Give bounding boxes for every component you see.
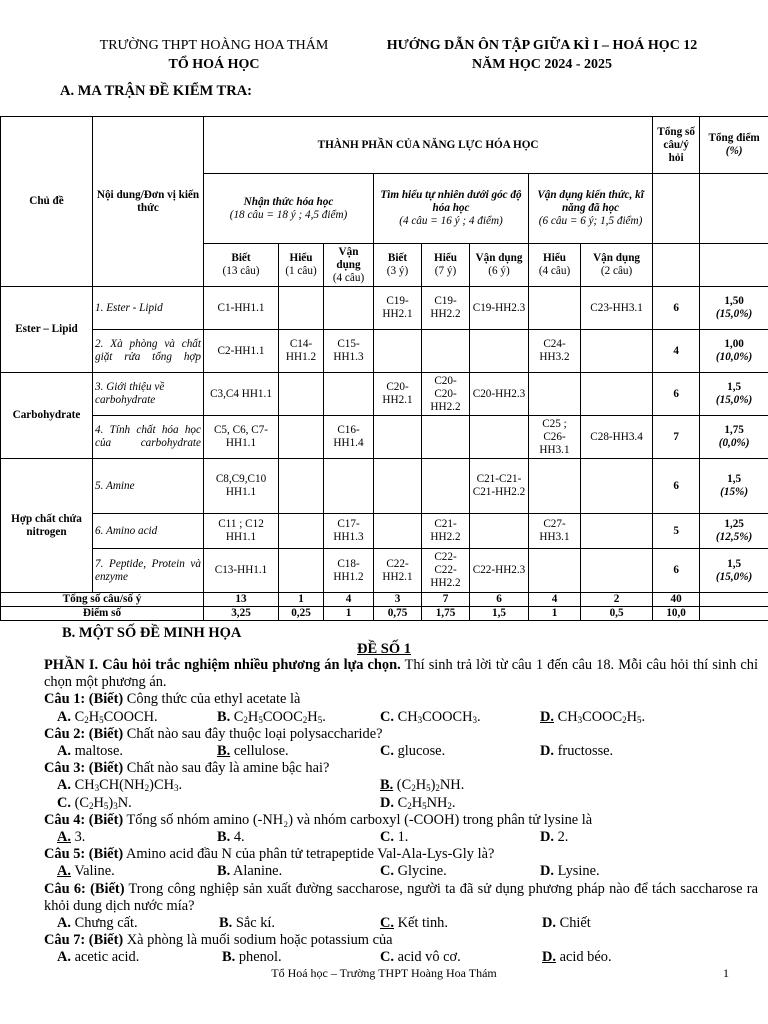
sum-cell: 2 <box>581 593 653 607</box>
cell: C3,C4 HH1.1 <box>204 373 279 416</box>
table-row <box>1 514 768 549</box>
group-nhan-thuc-title: Nhận thức hóa học <box>243 195 334 208</box>
cell: C21-HH2.2 <box>422 514 470 549</box>
cell: C20-HH2.3 <box>470 373 529 416</box>
cell <box>470 514 529 549</box>
score-total-cell: 0,75 <box>374 607 422 621</box>
tong-diem-pct: (%) <box>725 145 743 157</box>
cell <box>529 459 581 514</box>
group-tim-hieu <box>374 174 529 244</box>
cell: C18-HH1.2 <box>324 549 374 593</box>
sub-col: Biết (13 câu) <box>204 244 279 287</box>
department-name: TỔ HOÁ HỌC <box>168 57 260 72</box>
score-total-cell: 0,25 <box>279 607 324 621</box>
cell: C24-HH3.2 <box>529 330 581 373</box>
cell <box>279 549 324 593</box>
total-cell: 6 <box>653 287 700 330</box>
total-cell: 6 <box>653 373 700 416</box>
cell: C11 ; C12 HH1.1 <box>204 514 279 549</box>
cell <box>422 330 470 373</box>
school-name: TRƯỜNG THPT HOÀNG HOA THÁM <box>99 38 329 53</box>
section-a-heading: A. MA TRẬN ĐỀ KIỂM TRA: <box>60 83 253 99</box>
cell: C28-HH3.4 <box>581 416 653 459</box>
question-7: Câu 7: (Biết) Xà phòng là muối sodium hoặc potassium của <box>44 932 393 949</box>
empty-cell <box>653 244 700 287</box>
topic-cell: Hợp chất chứa nitrogen <box>1 459 93 593</box>
options-q6 <box>44 915 758 932</box>
options-q1 <box>44 709 758 726</box>
cell: C1-HH1.1 <box>204 287 279 330</box>
cell: C16-HH1.4 <box>324 416 374 459</box>
question-2: Câu 2: (Biết) Chất nào sau đây thuộc loại polysaccharide? <box>44 725 383 742</box>
sum-cell <box>700 593 768 607</box>
cell: C19-HH2.1 <box>374 287 422 330</box>
option-c: C. 1. <box>380 828 409 845</box>
option-a: A. Chưng cất. <box>57 914 138 931</box>
sum-cell: 1 <box>279 593 324 607</box>
option-b: B. phenol. <box>222 949 282 966</box>
score-total-cell <box>700 607 768 621</box>
cell <box>529 549 581 593</box>
table-row <box>1 373 768 416</box>
options-q7 <box>44 949 758 966</box>
cell <box>324 287 374 330</box>
table-row <box>1 459 768 514</box>
total-cell: 6 <box>653 549 700 593</box>
group-nhan-thuc <box>204 174 374 244</box>
header-chu-de: Chủ đề <box>1 117 93 287</box>
group-van-dung <box>529 174 653 244</box>
content-cell: 5. Amine <box>93 459 204 514</box>
cell: C23-HH3.1 <box>581 287 653 330</box>
header-tong-diem <box>700 117 768 174</box>
question-3: Câu 3: (Biết) Chất nào sau đây là amine bậc hai? <box>44 760 330 777</box>
cell: C19-HH2.3 <box>470 287 529 330</box>
school-year: NĂM HỌC 2024 - 2025 <box>472 57 612 72</box>
cell <box>374 459 422 514</box>
group-tim-hieu-sub: (4 câu = 16 ý ; 4 điểm) <box>399 215 503 227</box>
cell: C8,C9,C10 HH1.1 <box>204 459 279 514</box>
title-block <box>366 36 718 74</box>
cell: C25 ; C26-HH3.1 <box>529 416 581 459</box>
section-b-heading: B. MỘT SỐ ĐỀ MINH HỌA <box>62 625 242 641</box>
cell: C21-C21-C21-HH2.2 <box>470 459 529 514</box>
option-d: D. $CH_3COOC_2H_5$. <box>540 708 646 725</box>
score-total-cell: 1,75 <box>422 607 470 621</box>
empty-cell <box>700 244 768 287</box>
content-cell: 6. Amino acid <box>93 514 204 549</box>
option-a: A. $C_2H_5COOCH$. <box>57 708 158 725</box>
score-cell: 1,5 (15,0%) <box>700 549 768 593</box>
cell <box>374 514 422 549</box>
score-total-cell: 10,0 <box>653 607 700 621</box>
cell <box>529 373 581 416</box>
group-nhan-thuc-sub: (18 câu = 18 ý ; 4,5 điểm) <box>229 208 348 221</box>
option-a: A. maltose. <box>57 743 123 759</box>
content-cell: 1. Ester - Lipid <box>93 287 204 330</box>
score-cell: 1,50 (15,0%) <box>700 287 768 330</box>
option-b: B. Sắc kí. <box>219 914 275 931</box>
group-van-dung-sub: (6 câu = 6 ý; 1,5 điểm) <box>538 215 643 227</box>
score-cell: 1,00 (10,0%) <box>700 330 768 373</box>
cell <box>422 416 470 459</box>
options-q3-row1 <box>44 777 758 794</box>
score-row <box>1 607 768 621</box>
cell <box>581 549 653 593</box>
cell <box>374 330 422 373</box>
score-cell: 1,5 (15%) <box>700 459 768 514</box>
option-b: B. cellulose. <box>217 743 289 759</box>
header-thanh-phan: THÀNH PHẦN CỦA NĂNG LỰC HÓA HỌC <box>204 117 653 174</box>
option-c: C. Glycine. <box>380 863 447 880</box>
sub-col: Vận dụng (4 câu) <box>324 244 374 287</box>
option-a: A. Valine. <box>57 863 115 880</box>
score-cell: 1,5 (15,0%) <box>700 373 768 416</box>
score-total-cell: 1 <box>324 607 374 621</box>
cell: C22-HH2.3 <box>470 549 529 593</box>
option-d: D. acid béo. <box>542 949 612 966</box>
page-footer: Tổ Hoá học – Trường THPT Hoàng Hoa Thám <box>271 966 497 980</box>
school-block <box>88 36 340 74</box>
option-c: C. $(C_2H_5)_3N$. <box>57 794 132 811</box>
table-row <box>1 287 768 330</box>
options-q3-row2 <box>44 795 758 812</box>
header-tong-so: Tổng số câu/ý hỏi <box>653 117 700 174</box>
sub-col: Biết (3 ý) <box>374 244 422 287</box>
option-b: B. 4. <box>217 828 245 845</box>
cell <box>470 330 529 373</box>
options-q4 <box>44 829 758 846</box>
cell <box>279 459 324 514</box>
exam-title: ĐỀ SỐ 1 <box>357 641 411 657</box>
option-c: C. acid vô cơ. <box>380 949 461 966</box>
group-van-dung-title: Vận dụng kiến thức, kĩ năng đã học <box>537 189 644 214</box>
question-1: Câu 1: (Biết) Công thức của ethyl acetate là <box>44 691 301 708</box>
cell <box>470 416 529 459</box>
options-q5 <box>44 863 758 880</box>
total-cell: 5 <box>653 514 700 549</box>
sub-col: Hiểu (4 câu) <box>529 244 581 287</box>
document-title: HƯỚNG DẪN ÔN TẬP GIỮA KÌ I – HOÁ HỌC 12 <box>386 38 698 53</box>
cell: C20-C20-HH2.2 <box>422 373 470 416</box>
part1-instructions: PHẦN I. Câu hỏi trắc nghiệm nhiều phương án lựa chọn. Thí sinh trả lời từ câu 1 đến câu 18. Mỗi câu hỏi thí sinh chỉ chọn một phương án. <box>44 657 758 691</box>
total-cell: 6 <box>653 459 700 514</box>
cell <box>279 287 324 330</box>
test-matrix-table <box>0 116 768 621</box>
exam-body <box>44 657 758 967</box>
table-row <box>1 330 768 373</box>
option-a: A. $CH_3CH(NH_2)CH_3$. <box>57 777 183 794</box>
content-cell: 4. Tính chất hóa học của carbohydrate <box>93 416 204 459</box>
empty-cell <box>653 174 700 244</box>
cell <box>324 459 374 514</box>
score-cell: 1,75 (0,0%) <box>700 416 768 459</box>
option-d: D. fructosse. <box>540 743 614 759</box>
tong-diem-label: Tổng điểm <box>708 132 760 144</box>
total-cell: 7 <box>653 416 700 459</box>
cell: C20-HH2.1 <box>374 373 422 416</box>
sub-col: Hiểu (7 ý) <box>422 244 470 287</box>
group-tim-hieu-title: Tìm hiểu tự nhiên dưới góc độ hóa học <box>380 189 522 214</box>
cell <box>324 373 374 416</box>
cell: C14-HH1.2 <box>279 330 324 373</box>
question-4: Câu 4: (Biết) Tổng số nhóm amino (-NH₂) và nhóm carboxyl (-COOH) trong phân tử lysine là <box>44 811 593 828</box>
option-d: D. 2. <box>540 828 569 845</box>
table-row <box>1 549 768 593</box>
sub-col: Vận dụng (6 ý) <box>470 244 529 287</box>
option-c: C. $CH_3COOCH_3$. <box>380 708 481 725</box>
score-total-cell: 1,5 <box>470 607 529 621</box>
sum-cell: 4 <box>324 593 374 607</box>
option-d: D. Chiết <box>542 914 591 931</box>
sum-cell: 6 <box>470 593 529 607</box>
sum-cell: 3 <box>374 593 422 607</box>
option-c: C. glucose. <box>380 743 446 759</box>
total-cell: 4 <box>653 330 700 373</box>
cell: C5, C6, C7-HH1.1 <box>204 416 279 459</box>
cell <box>279 514 324 549</box>
cell: C22-C22-HH2.2 <box>422 549 470 593</box>
sum-cell: 7 <box>422 593 470 607</box>
cell <box>529 287 581 330</box>
question-6: Câu 6: (Biết) Trong công nghiệp sản xuất đường saccharose, người ta đã sử dụng phương pháp nào để tách saccharose ra khỏi dung dịch nước mía? <box>44 880 758 914</box>
cell: C17-HH1.3 <box>324 514 374 549</box>
topic-cell: Carbohydrate <box>1 373 93 459</box>
option-d: D. Lysine. <box>540 863 600 880</box>
cell: C22-HH2.1 <box>374 549 422 593</box>
score-total-cell: 3,25 <box>204 607 279 621</box>
content-cell: 7. Peptide, Protein và enzyme <box>93 549 204 593</box>
cell: C27-HH3.1 <box>529 514 581 549</box>
sub-col: Hiểu (1 câu) <box>279 244 324 287</box>
content-cell: 3. Giới thiệu về carbohydrate <box>93 373 204 416</box>
cell: C15-HH1.3 <box>324 330 374 373</box>
page-number: 1 <box>723 966 729 980</box>
cell: C13-HH1.1 <box>204 549 279 593</box>
cell <box>374 416 422 459</box>
empty-cell <box>700 174 768 244</box>
option-b: B. Alanine. <box>217 863 283 880</box>
table-row <box>1 416 768 459</box>
score-cell: 1,25 (12,5%) <box>700 514 768 549</box>
cell <box>581 330 653 373</box>
option-c: C. Kết tinh. <box>380 914 448 931</box>
option-d: D. $C_2H_5NH_2$. <box>380 794 456 811</box>
score-total-cell: 0,5 <box>581 607 653 621</box>
option-a: A. 3. <box>57 828 86 845</box>
sum-cell: 40 <box>653 593 700 607</box>
option-a: A. acetic acid. <box>57 949 140 966</box>
cell <box>422 459 470 514</box>
content-cell: 2. Xà phòng và chất giặt rửa tổng hợp <box>93 330 204 373</box>
cell <box>279 373 324 416</box>
sum-label: Tổng số câu/số ý <box>1 593 204 607</box>
score-total-cell: 1 <box>529 607 581 621</box>
options-q2 <box>44 743 758 760</box>
option-b: B. $(C_2H_5)_2NH$. <box>380 777 465 794</box>
cell <box>581 514 653 549</box>
cell <box>279 416 324 459</box>
sum-row <box>1 593 768 607</box>
cell: C19-HH2.2 <box>422 287 470 330</box>
question-5: Câu 5: (Biết) Amino acid đầu N của phân tử tetrapeptide Val-Ala-Lys-Gly là? <box>44 846 495 863</box>
cell <box>581 459 653 514</box>
header-noi-dung: Nội dung/Đơn vị kiến thức <box>93 117 204 287</box>
cell: C2-HH1.1 <box>204 330 279 373</box>
score-label: Điểm số <box>1 607 204 621</box>
sub-col: Vận dụng (2 câu) <box>581 244 653 287</box>
sum-cell: 13 <box>204 593 279 607</box>
option-b: B. $C_2H_5COOC_2H_5$. <box>217 708 326 725</box>
sum-cell: 4 <box>529 593 581 607</box>
topic-cell: Ester – Lipid <box>1 287 93 373</box>
cell <box>581 373 653 416</box>
